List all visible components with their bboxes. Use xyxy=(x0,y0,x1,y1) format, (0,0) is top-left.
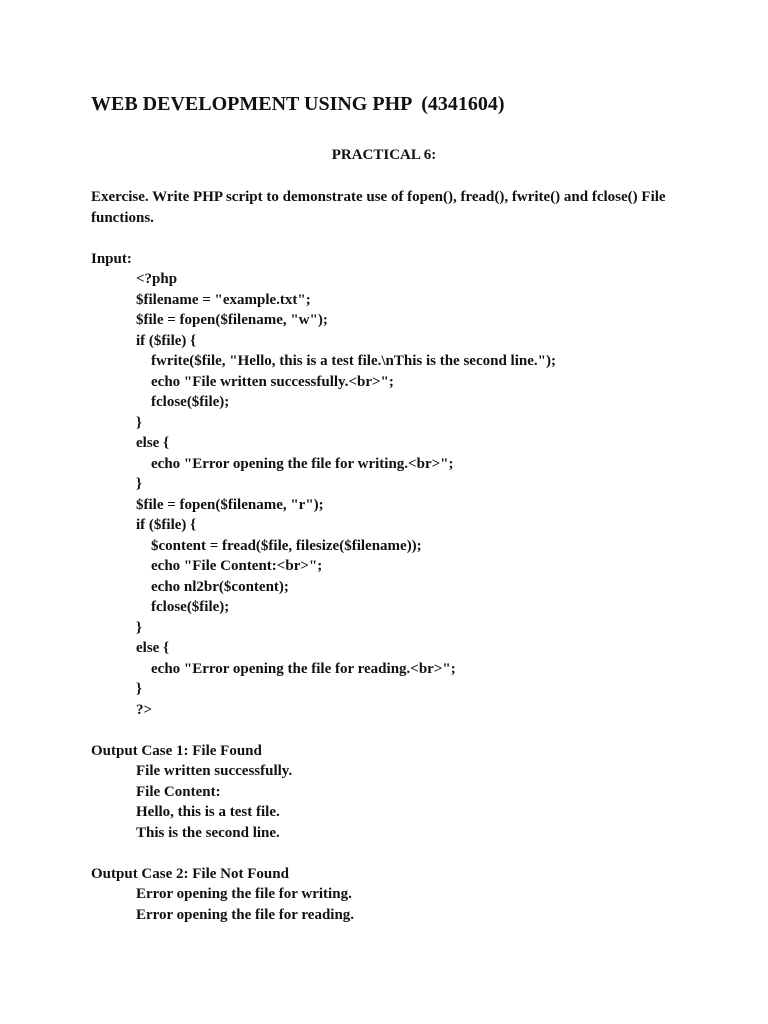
output-line: Error opening the file for writing. xyxy=(136,886,352,902)
output-case-1-label: Output Case 1: File Found xyxy=(91,743,262,759)
code-line: $file = fopen($filename, "w"); xyxy=(136,312,328,328)
code-line: else { xyxy=(136,640,169,656)
code-line: echo "Error opening the file for reading.<br>"; xyxy=(151,661,456,677)
code-line: fclose($file); xyxy=(151,599,230,615)
code-line: <?php xyxy=(136,271,178,287)
code-line: echo "File Content:<br>"; xyxy=(151,558,323,574)
code-line: echo "File written successfully.<br>"; xyxy=(151,374,394,390)
input-label: Input: xyxy=(91,251,132,267)
code-line: fclose($file); xyxy=(151,394,230,410)
practical-heading: PRACTICAL 6: xyxy=(331,147,437,163)
code-line: else { xyxy=(136,435,169,451)
code-line: ?> xyxy=(136,702,153,718)
code-line: $file = fopen($filename, "r"); xyxy=(136,497,324,513)
code-line: echo nl2br($content); xyxy=(151,579,289,595)
output-line: This is the second line. xyxy=(136,825,280,841)
output-line: Error opening the file for reading. xyxy=(136,907,355,923)
code-line: } xyxy=(136,415,142,431)
code-line: } xyxy=(136,681,142,697)
code-line: if ($file) { xyxy=(136,517,197,533)
output-line: File written successfully. xyxy=(136,763,293,779)
output-case-2-label: Output Case 2: File Not Found xyxy=(91,866,289,882)
code-line: } xyxy=(136,620,142,636)
exercise-text: Exercise. Write PHP script to demonstrate use of fopen(), fread(), fwrite() and fclose() File functions. xyxy=(91,189,666,226)
code-line: $filename = "example.txt"; xyxy=(136,292,311,308)
code-line: $content = fread($file, filesize($filename)); xyxy=(151,538,422,554)
document-title: WEB DEVELOPMENT USING PHP (4341604) xyxy=(91,93,505,115)
code-line: } xyxy=(136,476,142,492)
code-line: fwrite($file, "Hello, this is a test file.\nThis is the second line."); xyxy=(151,353,556,369)
code-line: echo "Error opening the file for writing.<br>"; xyxy=(151,456,454,472)
code-line: if ($file) { xyxy=(136,333,197,349)
output-line: File Content: xyxy=(136,784,221,800)
output-line: Hello, this is a test file. xyxy=(136,804,280,820)
